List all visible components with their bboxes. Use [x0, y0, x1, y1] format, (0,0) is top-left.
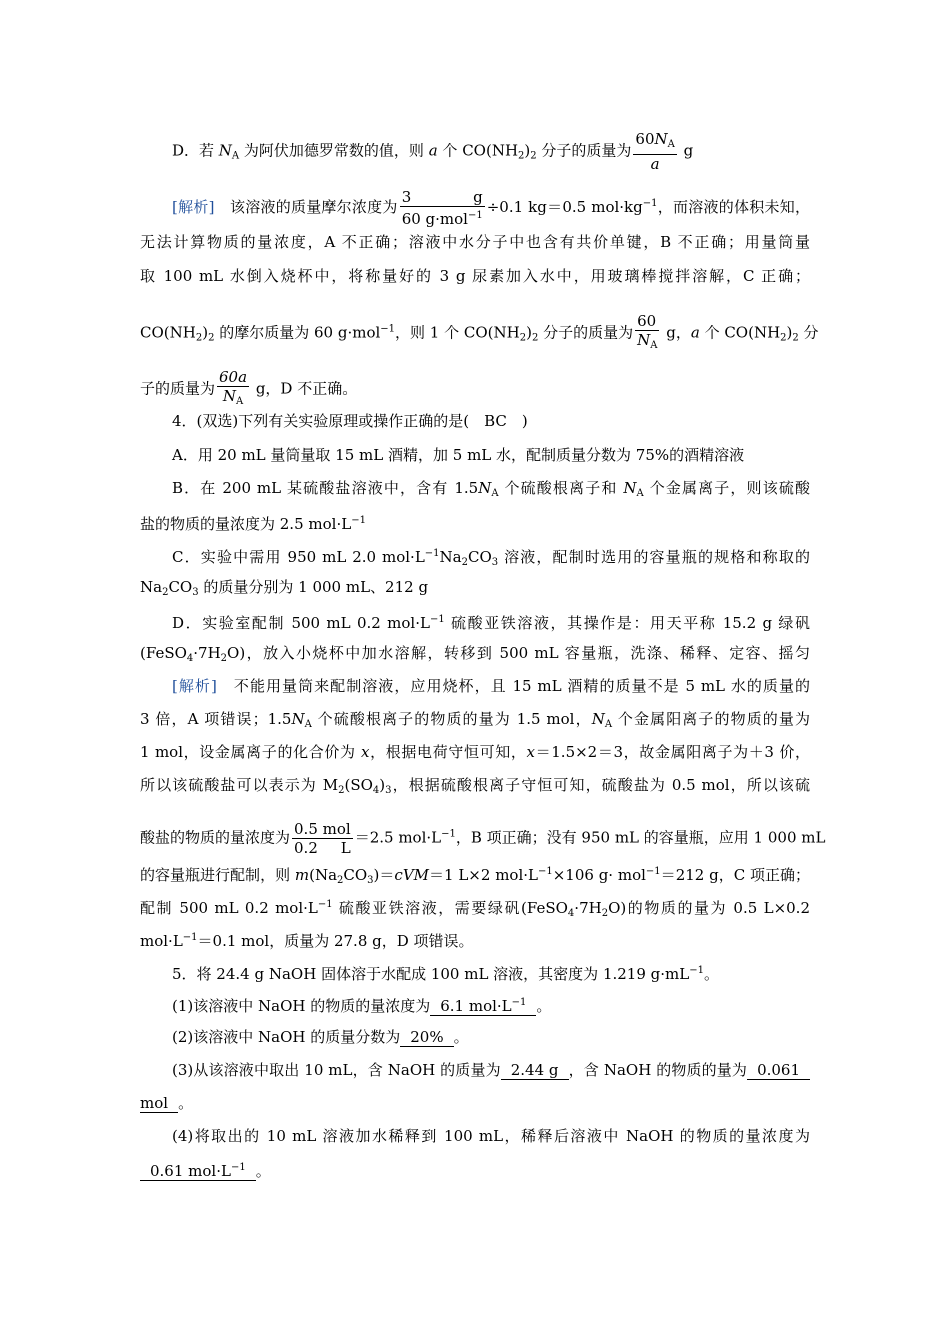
fraction: $\frac{\text{0.5 mol}}{0.2 L}$: [294, 820, 351, 857]
q3-explain-line-3: 取 100 mL 水倒入烧杯中，将称量好的 3 g 尿素加入水中，用玻璃棒搅拌溶解，C 正确；: [140, 267, 810, 285]
text: g: [678, 141, 694, 160]
q4-explain-line-5: 酸盐的物质的量浓度为 $\frac{\text{0.5 mol}}{0.2 L}$ ＝2.5 $mol\cdot L^{-1}$，B 项正确；没有 950 mL 的容量瓶，应用 1 000 mL: [140, 820, 826, 857]
q4-explain-line-7: 配制 500 mL 0.2 $mol\cdot L^{-1}$ 硫酸亚铁溶液，需要绿矾$(FeSO_4\cdot 7H_2O)$的物质的量为 0.5 L×0.2: [140, 899, 810, 919]
text: 个 CO(NH: [437, 141, 519, 160]
q3-explain-line-4: $CO(NH_2)_2$ 的摩尔质量为 60 g·mol$^{-1}$，则 1 个 $CO(NH_2)_2$ 分子的质量为 $\frac{60}{N_A}$ g，a 个 $CO(NH_2)_2$ 分: [140, 312, 810, 355]
q4-explain-line-8: $mol\cdot L^{-1}=0.1$ mol，质量为 27.8 g，D 项错误。: [140, 932, 474, 950]
q5-part-4-line-2: 0.61 $mol\cdot L^{-1}$ 。: [140, 1159, 810, 1181]
fraction: $\frac{3 g}{60 g\cdot mol^{-1}}$: [401, 188, 483, 228]
q4-explain-line-3: 1 mol，设金属离子的化合价为 x，根据电荷守恒可知，x＝1.5×2＝3，故金属阳离子为＋3 价，: [140, 743, 810, 761]
q4-option-d-line-1: D．实验室配制 500 mL 0.2 $mol\cdot L^{-1}$ 硫酸亚铁溶液，其操作是：用天平称 15.2 g 绿矾: [172, 614, 810, 632]
answer-blank: mol: [140, 1094, 178, 1113]
answer-blank: 0.61 $mol\cdot L^{-1}$: [140, 1159, 256, 1181]
q4-option-d-line-2: $(FeSO_4\cdot 7H_2O)$，放入小烧杯中加水溶解，转移到 500 mL 容量瓶，洗涤、稀释、定容、摇匀: [140, 644, 810, 664]
fraction: $\frac{60a}{N_A}$: [219, 368, 248, 407]
explain-tag: [解析]: [172, 677, 217, 695]
q5-part-3-line-1: (3)从该溶液中取出 10 mL，含 NaOH 的质量为 2.44 g ，含 NaOH 的物质的量为 0.061: [172, 1060, 810, 1080]
text: 2: [530, 150, 537, 162]
q4-option-b-line-2: 盐的物质的量浓度为 2.5 $mol\cdot L^{-1}$: [140, 515, 366, 533]
q4-option-a: A．用 20 mL 量筒量取 15 mL 酒精，加 5 mL 水，配制质量分数为 75%的酒精溶液: [172, 446, 745, 464]
text: N: [218, 141, 232, 160]
q4-explain-line-1: [解析] 不能用量筒来配制溶液，应用烧杯，且 15 mL 酒精的质量不是 5 mL 水的质量的: [172, 677, 810, 695]
q5-part-4-line-1: (4)将取出的 10 mL 溶液加水稀释到 100 mL，稀释后溶液中 NaOH 的物质的量浓度为: [172, 1127, 810, 1145]
q3-explain-line-1: [解析] 该溶液的质量摩尔浓度为 $\frac{3 g}{60 g\cdot mol^{-1}}$ ÷0.1 kg＝0.5 $mol\cdot kg^{-1}$，而溶液的体积未知，: [172, 188, 810, 228]
q5-stem: 5．将 24.4 g NaOH 固体溶于水配成 100 mL 溶液，其密度为 1.219 $g\cdot mL^{-1}$。: [172, 965, 719, 983]
q5-part-1: (1)该溶液中 NaOH 的物质的量浓度为 6.1 $mol\cdot L^{-1}$ 。: [172, 994, 810, 1016]
q3-explain-line-2: 无法计算物质的量浓度，A 不正确；溶液中水分子中也含有共价单键，B 不正确；用量筒量: [140, 233, 810, 251]
text: a: [428, 141, 438, 160]
text: A: [231, 150, 240, 162]
text: 2: [518, 150, 525, 162]
answer-blank: 2.44 g: [501, 1061, 569, 1080]
text: ): [524, 141, 531, 160]
q4-explain-line-6: 的容量瓶进行配制，则 $m(Na_2CO_3)=cVM=1$ L×2 $mol\cdot L^{-1}\times 106$ g· mol$^{-1}$＝212 g，C 项正确；: [140, 866, 810, 886]
fraction: $\frac{60}{N_A}$: [637, 312, 658, 351]
q5-part-2: (2)该溶液中 NaOH 的质量分数为 20% 。: [172, 1028, 469, 1046]
fraction: $\frac{60N_A}{a}$: [635, 130, 675, 173]
text: D．若: [172, 141, 219, 160]
q4-option-c-line-1: C．实验中需用 950 mL 2.0 $mol\cdot L^{-1}Na_2CO_3$ 溶液，配制时选用的容量瓶的规格和称取的: [172, 548, 810, 568]
q4-option-c-line-2: $Na_2CO_3$ 的质量分别为 1 000 mL、212 g: [140, 578, 429, 598]
text: 为阿伏加德罗常数的值，则: [239, 141, 429, 160]
answer-blank: 20%: [400, 1028, 453, 1047]
q4-explain-line-2: 3 倍，A 项错误；$1.5N_A$ 个硫酸根离子的物质的量为 1.5 mol，$N_A$ 个金属阳离子的物质的量为: [140, 710, 810, 730]
q5-part-3-line-2: mol 。: [140, 1094, 194, 1112]
answer-blank: 6.1 $mol\cdot L^{-1}$: [430, 994, 536, 1016]
explain-tag: [解析]: [172, 198, 215, 216]
q3-explain-line-5: 子的质量为 $\frac{60a}{N_A}$ g，D 不正确。: [140, 368, 810, 411]
q4-option-b-line-1: B．在 200 mL 某硫酸盐溶液中，含有 $1.5N_A$ 个硫酸根离子和 $N_A$ 个金属离子，则该硫酸: [172, 479, 810, 499]
q4-explain-line-4: 所以该硫酸盐可以表示为 $M_2(SO_4)_3$，根据硫酸根离子守恒可知，硫酸盐为 0.5 mol，所以该硫: [140, 776, 810, 796]
answer-blank: 0.061: [747, 1061, 810, 1080]
text: 分子的质量为: [536, 141, 632, 160]
q4-stem: 4．(双选)下列有关实验原理或操作正确的是( BC ): [172, 412, 528, 430]
q3-option-d: [172, 130, 810, 173]
